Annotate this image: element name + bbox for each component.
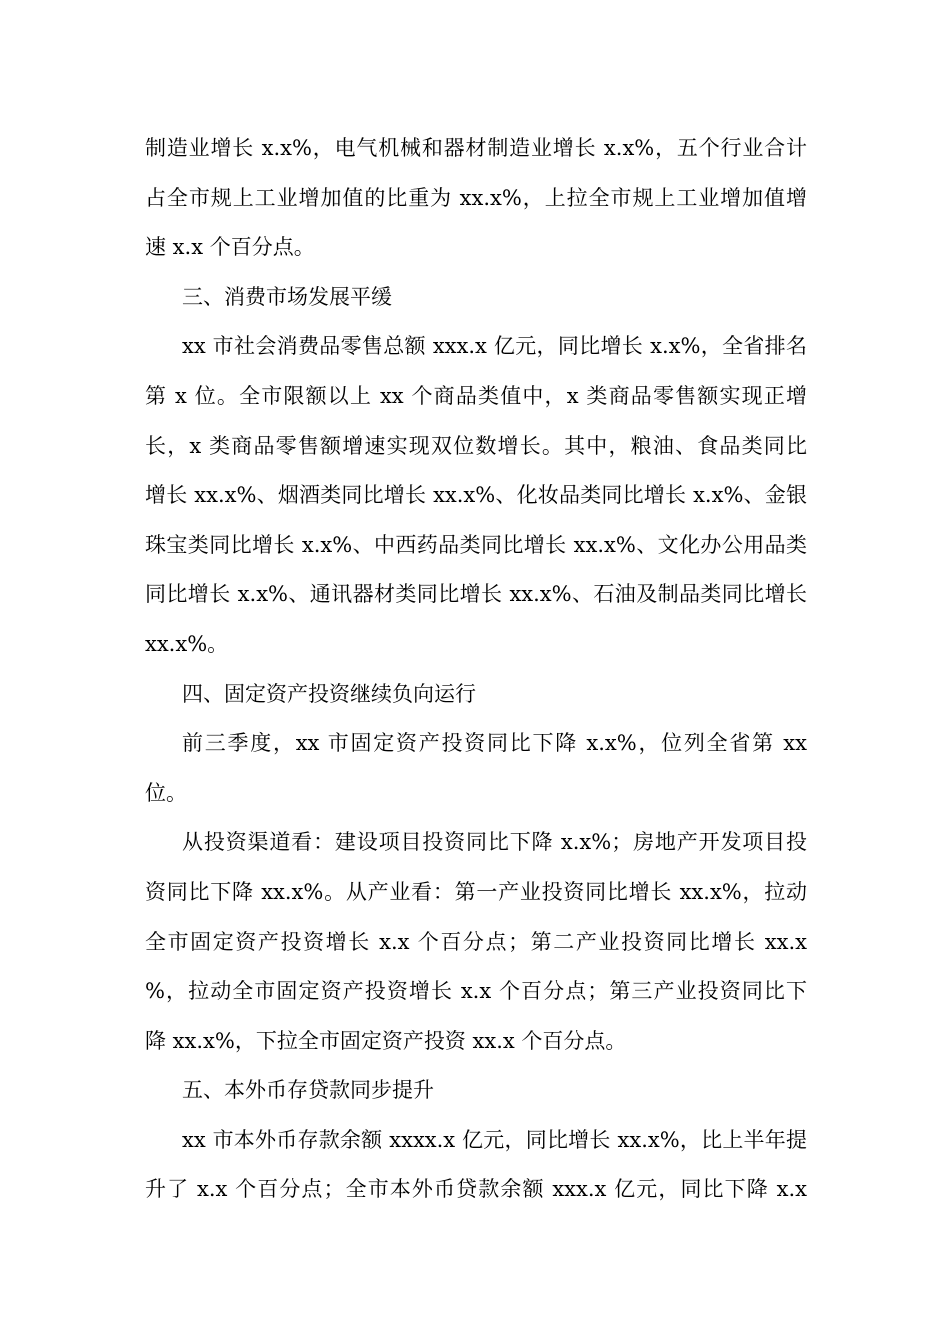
text-line: 同比增长 x.x%、通讯器材类同比增长 xx.x%、石油及制品类同比增长: [145, 582, 807, 607]
text-line: 速 x.x 个百分点。: [145, 235, 315, 260]
text-line: 前三季度，xx 市固定资产投资同比下降 x.x%，位列全省第 xx: [182, 731, 807, 756]
text-line: 珠宝类同比增长 x.x%、中西药品类同比增长 xx.x%、文化办公用品类: [145, 532, 807, 557]
text-line: 全市固定资产投资增长 x.x 个百分点；第二产业投资同比增长 xx.x: [145, 929, 807, 954]
text-line: xx 市本外币存款余额 xxxx.x 亿元，同比增长 xx.x%，比上半年提: [182, 1127, 807, 1152]
text-line: 占全市规上工业增加值的比重为 xx.x%，上拉全市规上工业增加值增: [145, 185, 807, 210]
text-line: 从投资渠道看：建设项目投资同比下降 x.x%；房地产开发项目投: [182, 830, 807, 855]
text-line: 降 xx.x%，下拉全市固定资产投资 xx.x 个百分点。: [145, 1028, 627, 1053]
text-line: xx 市社会消费品零售总额 xxx.x 亿元，同比增长 x.x%，全省排名: [182, 334, 807, 359]
text-line: 制造业增长 x.x%，电气机械和器材制造业增长 x.x%，五个行业合计: [145, 136, 807, 160]
text-line: %，拉动全市固定资产投资增长 x.x 个百分点；第三产业投资同比下: [145, 979, 807, 1004]
text-line: xx.x%。: [145, 631, 229, 656]
text-line: 增长 xx.x%、烟酒类同比增长 xx.x%、化妆品类同比增长 x.x%、金银: [145, 483, 807, 508]
section-heading: 五、本外币存贷款同步提升: [182, 1078, 434, 1103]
section-heading: 四、固定资产投资继续负向运行: [182, 681, 476, 706]
text-line: 升了 x.x 个百分点；全市本外币贷款余额 xxx.x 亿元，同比下降 x.x: [145, 1177, 807, 1202]
section-heading: 三、消费市场发展平缓: [182, 284, 392, 309]
text-line: 长，x 类商品零售额增速实现双位数增长。其中，粮油、食品类同比: [145, 433, 807, 458]
document-body: [145, 124, 807, 1215]
text-line: 第 x 位。全市限额以上 xx 个商品类值中，x 类商品零售额实现正增: [145, 383, 807, 408]
text-line: 位。: [145, 780, 187, 805]
text-line: 资同比下降 xx.x%。从产业看：第一产业投资同比增长 xx.x%，拉动: [145, 879, 807, 904]
